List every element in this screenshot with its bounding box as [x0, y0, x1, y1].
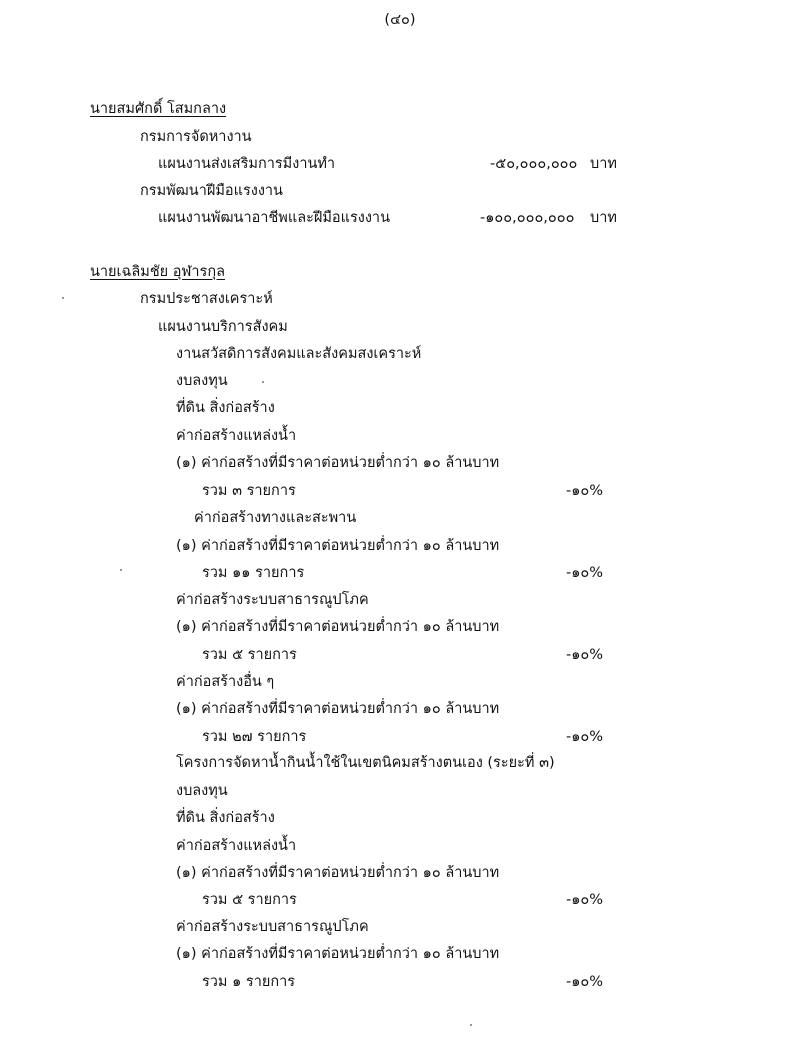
plan-employment-promotion: แผนงานส่งเสริมการมีงานทำ	[158, 156, 336, 172]
item-other: (๑) ค่าก่อสร้างที่มีราคาต่อหน่วยต่ำกว่า ๑๐ ล้านบาท	[176, 701, 500, 717]
dept-skill-development: กรมพัฒนาฝีมือแรงงาน	[140, 183, 283, 199]
page-number: (๔๐)	[384, 12, 416, 28]
person-name-chalermchai: นายเฉลิมชัย อุฬารกุล	[90, 264, 225, 280]
scan-speck	[62, 297, 64, 299]
plan2-amount: -๑๐๐,๐๐๐,๐๐๐	[480, 210, 575, 226]
project-item-water: (๑) ค่าก่อสร้างที่มีราคาต่อหน่วยต่ำกว่า ๑๐ ล้านบาท	[176, 865, 500, 881]
pct-water: -๑๐%	[566, 483, 604, 499]
budget-investment: งบลงทุน	[176, 373, 228, 389]
total-roads: รวม ๑๑ รายการ	[202, 565, 305, 581]
project-land-buildings: ที่ดิน สิ่งก่อสร้าง	[176, 810, 275, 826]
plan-career-skill: แผนงานพัฒนาอาชีพและฝีมือแรงงาน	[158, 210, 390, 226]
scan-speck	[470, 1024, 472, 1026]
project-total-utility: รวม ๑ รายการ	[202, 974, 296, 990]
total-utility: รวม ๕ รายการ	[202, 647, 297, 663]
other-construction: ค่าก่อสร้างอื่น ๆ	[176, 674, 275, 690]
project-water-supply: โครงการจัดหาน้ำกินน้ำใช้ในเขตนิคมสร้างตนเอง (ระยะที่ ๓)	[176, 755, 555, 771]
plan-social-service: แผนงานบริการสังคม	[158, 319, 288, 335]
total-other: รวม ๒๗ รายการ	[202, 729, 307, 745]
project-total-water: รวม ๕ รายการ	[202, 892, 297, 908]
scan-speck	[262, 381, 264, 383]
dept-employment: กรมการจัดหางาน	[140, 129, 252, 145]
pct-utility: -๑๐%	[566, 647, 604, 663]
scan-speck	[120, 569, 122, 571]
land-buildings: ที่ดิน สิ่งก่อสร้าง	[176, 400, 275, 416]
plan1-amount: -๕๐,๐๐๐,๐๐๐	[490, 156, 578, 172]
project-utility-construction: ค่าก่อสร้างระบบสาธารณูปโภค	[176, 919, 369, 935]
item-roads: (๑) ค่าก่อสร้างที่มีราคาต่อหน่วยต่ำกว่า ๑๐ ล้านบาท	[176, 538, 500, 554]
project-pct-utility: -๑๐%	[566, 974, 604, 990]
total-water: รวม ๓ รายการ	[202, 483, 296, 499]
project-water-source-construction: ค่าก่อสร้างแหล่งน้ำ	[176, 838, 297, 854]
item-utility: (๑) ค่าก่อสร้างที่มีราคาต่อหน่วยต่ำกว่า ๑๐ ล้านบาท	[176, 619, 500, 635]
person-name-somsak: นายสมศักดิ์ โสมกลาง	[90, 101, 227, 117]
pct-roads: -๑๐%	[566, 565, 604, 581]
water-source-construction: ค่าก่อสร้างแหล่งน้ำ	[176, 428, 297, 444]
utility-construction: ค่าก่อสร้างระบบสาธารณูปโภค	[176, 592, 369, 608]
project-pct-water: -๑๐%	[566, 892, 604, 908]
project-item-utility: (๑) ค่าก่อสร้างที่มีราคาต่อหน่วยต่ำกว่า ๑๐ ล้านบาท	[176, 946, 500, 962]
project-budget-investment: งบลงทุน	[176, 783, 228, 799]
dept-public-welfare: กรมประชาสงเคราะห์	[140, 291, 273, 307]
roads-bridges-construction: ค่าก่อสร้างทางและสะพาน	[194, 510, 357, 526]
plan1-unit: บาท	[590, 156, 617, 172]
work-social-welfare: งานสวัสดิการสังคมและสังคมสงเคราะห์	[176, 346, 422, 362]
plan2-unit: บาท	[590, 210, 617, 226]
pct-other: -๑๐%	[566, 729, 604, 745]
item-water: (๑) ค่าก่อสร้างที่มีราคาต่อหน่วยต่ำกว่า ๑๐ ล้านบาท	[176, 455, 500, 471]
